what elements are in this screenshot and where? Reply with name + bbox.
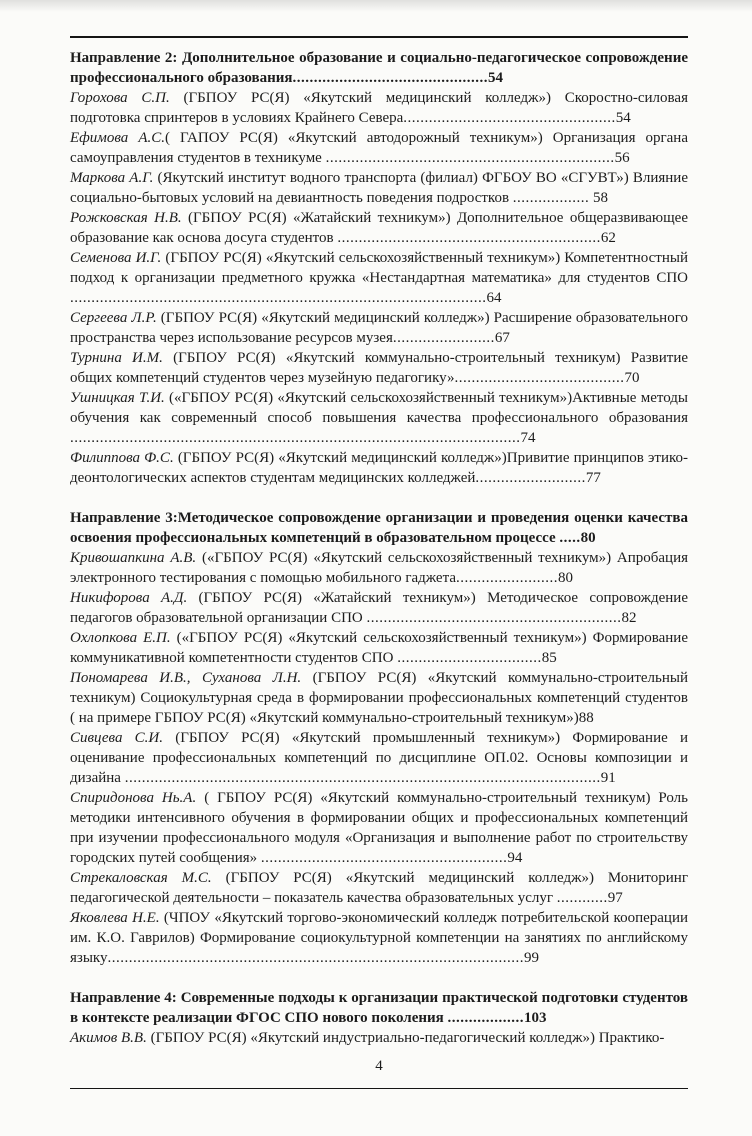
toc-section-direction-3 — [70, 508, 688, 968]
entry-title: (ГБПОУ РС(Я) «Якутский сельскохозяйственный техникум») Компетентностный подход к организации предметного кружка «Нестандартная математика» для студентов СПО — [70, 250, 688, 286]
section-page-number: 80 — [580, 530, 596, 546]
entry-page-number: 67 — [494, 330, 510, 346]
entry-title: (ГБПОУ РС(Я) «Жатайский техникум») Методическое сопровождение педагогов образовательной организации СПО — [70, 590, 688, 626]
dot-leader: ........................ — [392, 330, 495, 346]
toc-entry — [70, 388, 688, 448]
entry-page-number: 58 — [589, 190, 609, 206]
entry-author: Спиридонова Нь.А. — [70, 790, 197, 806]
toc-entry — [70, 868, 688, 908]
entry-page-number: 88 — [578, 710, 594, 726]
toc-entry — [70, 908, 688, 968]
entry-author: Кривошапкина А.В. — [70, 550, 197, 566]
dot-leader: .................. — [512, 190, 590, 206]
dot-leader: .............................................. — [292, 70, 489, 86]
entry-title: (ГБПОУ РС(Я) «Якутский индустриально-педагогический колледж») Практико- — [146, 1030, 665, 1046]
entry-author: Турнина И.М. — [70, 350, 163, 366]
toc-entry — [70, 88, 688, 128]
toc-entry — [70, 1028, 688, 1048]
entry-page-number: 97 — [607, 890, 623, 906]
entry-title: (ГБПОУ РС(Я) «Якутский медицинский колледж») Расширение образовательного пространства через использование ресурсов музея — [70, 310, 688, 346]
header-rule — [70, 36, 688, 38]
entry-title: («ГБПОУ РС(Я) «Якутский сельскохозяйственный техникум») Апробация электронного тестирования с помощью мобильного гаджета — [70, 550, 689, 586]
entry-title: (ГБПОУ РС(Я) «Жатайский техникум») Дополнительное общеразвивающее образование как основа досуга студентов — [70, 210, 688, 246]
dot-leader: .................................. — [397, 650, 542, 666]
page-footer — [70, 1056, 688, 1076]
entry-page-number: 56 — [614, 150, 630, 166]
dot-leader: .................................................................................................. — [107, 950, 524, 966]
entry-author: Горохова С.П. — [70, 90, 170, 106]
entry-page-number: 70 — [624, 370, 640, 386]
entry-page-number: 99 — [523, 950, 539, 966]
entry-page-number: 94 — [507, 850, 523, 866]
toc-entry — [70, 248, 688, 308]
entry-author: Филиппова Ф.С. — [70, 450, 174, 466]
entry-author: Ефимова А.С. — [70, 130, 165, 146]
section-heading-text: Направление 4: Современные подходы к организации практической подготовки студентов в контексте реализации ФГОС СПО нового поколения — [70, 990, 688, 1026]
entry-author: Сивцева С.И. — [70, 730, 163, 746]
toc-entry — [70, 788, 688, 868]
dot-leader: ............................................................ — [366, 610, 622, 626]
entry-title: (Якутский институт водного транспорта (филиал) ФГБОУ ВО «СГУВТ») Влияние социально-бытовых условий на девиантность поведения подростков — [70, 170, 688, 206]
entry-title: (ГБПОУ РС(Я) «Якутский промышленный техникум») Формирование и оценивание профессиональных компетенций по дисциплине ОП.02. Основы композиции и дизайна — [70, 730, 689, 786]
entry-title: ( ГБПОУ РС(Я) «Якутский коммунально-строительный техникум) Роль методики интенсивного обучения в формировании общих и профессиональных компетенций при изучении профессионального модуля «Организация и выполнение работ по строительству городских путей сообщения» — [70, 790, 689, 866]
entry-author: Стрекаловская М.С. — [70, 870, 212, 886]
toc-entry — [70, 548, 688, 588]
entry-author: Пономарева И.В., Суханова Л.Н. — [70, 670, 302, 686]
entry-author: Никифорова А.Д. — [70, 590, 188, 606]
entry-title: (ГБПОУ РС(Я) «Якутский медицинский колледж») Мониторинг педагогической деятельности – показатель качества образовательных услуг — [70, 870, 688, 906]
section-heading — [70, 508, 688, 548]
entry-page-number: 82 — [621, 610, 637, 626]
dot-leader: ........................ — [455, 570, 558, 586]
footer-rule — [70, 1088, 688, 1089]
dot-leader: ..... — [559, 530, 581, 546]
toc-entry — [70, 308, 688, 348]
entry-title: («ГБПОУ РС(Я) «Якутский сельскохозяйственный техникум»)Активные методы обучения как современный способ повышения качества профессионального образования — [70, 390, 688, 426]
entry-author: Семенова И.Г. — [70, 250, 162, 266]
entry-page-number: 77 — [585, 470, 601, 486]
dot-leader: .......................... — [475, 470, 586, 486]
entry-page-number: 62 — [600, 230, 616, 246]
toc-section-direction-2 — [70, 48, 688, 488]
entry-author: Маркова А.Г. — [70, 170, 154, 186]
dot-leader: .............................................................. — [337, 230, 601, 246]
dot-leader: .................................................................................................. — [70, 290, 487, 306]
dot-leader: ........................................ — [454, 370, 625, 386]
entry-author: Акимов В.В. — [70, 1030, 147, 1046]
section-page-number: 103 — [524, 1010, 547, 1026]
entry-author: Рожковская Н.В. — [70, 210, 182, 226]
entry-page-number: 74 — [520, 430, 536, 446]
dot-leader: .......................................................................................................... — [70, 430, 521, 446]
dot-leader: ............ — [556, 890, 608, 906]
dot-leader: .................................................. — [403, 110, 616, 126]
dot-leader: .................. — [447, 1010, 525, 1026]
entry-page-number: 85 — [541, 650, 557, 666]
section-heading-text: Направление 3:Методическое сопровождение организации и проведения оценки качества освоения профессиональных компетенций в образовательном процессе — [70, 510, 688, 546]
entry-title: ( ГАПОУ РС(Я) «Якутский автодорожный техникум») Организация органа самоуправления студентов в техникуме — [70, 130, 688, 166]
dot-leader: .......................................................... — [260, 850, 508, 866]
toc-entry — [70, 128, 688, 168]
entry-title: («ГБПОУ РС(Я) «Якутский сельскохозяйственный техникум») Формирование коммуникативной компетентности студентов СПО — [70, 630, 688, 666]
entry-title: (ГБПОУ РС(Я) «Якутский медицинский колледж») Скоростно-силовая подготовка спринтеров в условиях Крайнего Севера — [70, 90, 688, 126]
section-heading-text: Направление 2: Дополнительное образование и социально-педагогическое сопровождение профессионального образования — [70, 50, 688, 86]
entry-author: Ушницкая Т.И. — [70, 390, 165, 406]
section-page-number: 54 — [488, 70, 504, 86]
entry-page-number: 91 — [600, 770, 616, 786]
entry-page-number: 54 — [615, 110, 631, 126]
entry-page-number: 64 — [486, 290, 502, 306]
entry-title: (ГБПОУ РС(Я) «Якутский коммунально-строительный техникум) Развитие общих компетенций студентов через музейную педагогику» — [70, 350, 689, 386]
section-heading — [70, 988, 688, 1028]
entry-author: Яковлева Н.Е. — [70, 910, 160, 926]
entry-title: (ЧПОУ «Якутский торгово-экономический колледж потребительской кооперации им. К.О. Гаврилов) Формирование социокультурной компетенции на занятиях по английскому языку — [70, 910, 688, 966]
section-heading — [70, 48, 688, 88]
entry-title: (ГБПОУ РС(Я) «Якутский медицинский колледж»)Привитие принципов этико-деонтологических аспектов студентам медицинских колледжей — [70, 450, 688, 486]
toc-entry — [70, 588, 688, 628]
page-number: 4 — [375, 1058, 383, 1074]
entry-author: Сергеева Л.Р. — [70, 310, 157, 326]
toc-entry — [70, 628, 688, 668]
entry-author: Охлопкова Е.П. — [70, 630, 171, 646]
entry-page-number: 80 — [557, 570, 573, 586]
table-of-contents — [70, 48, 688, 1048]
entry-title: (ГБПОУ РС(Я) «Якутский коммунально-строительный техникум) Социокультурная среда в формировании профессиональных компетенций студентов ( на примере ГБПОУ РС(Я) «Якутский коммунально-строительный техникум») — [70, 670, 688, 726]
toc-entry — [70, 348, 688, 388]
toc-section-direction-4 — [70, 988, 688, 1048]
toc-entry — [70, 448, 688, 488]
dot-leader: .................................................................... — [325, 150, 615, 166]
toc-entry — [70, 728, 688, 788]
toc-entry — [70, 168, 688, 208]
toc-entry — [70, 668, 688, 728]
dot-leader: ................................................................................................................ — [124, 770, 601, 786]
toc-entry — [70, 208, 688, 248]
